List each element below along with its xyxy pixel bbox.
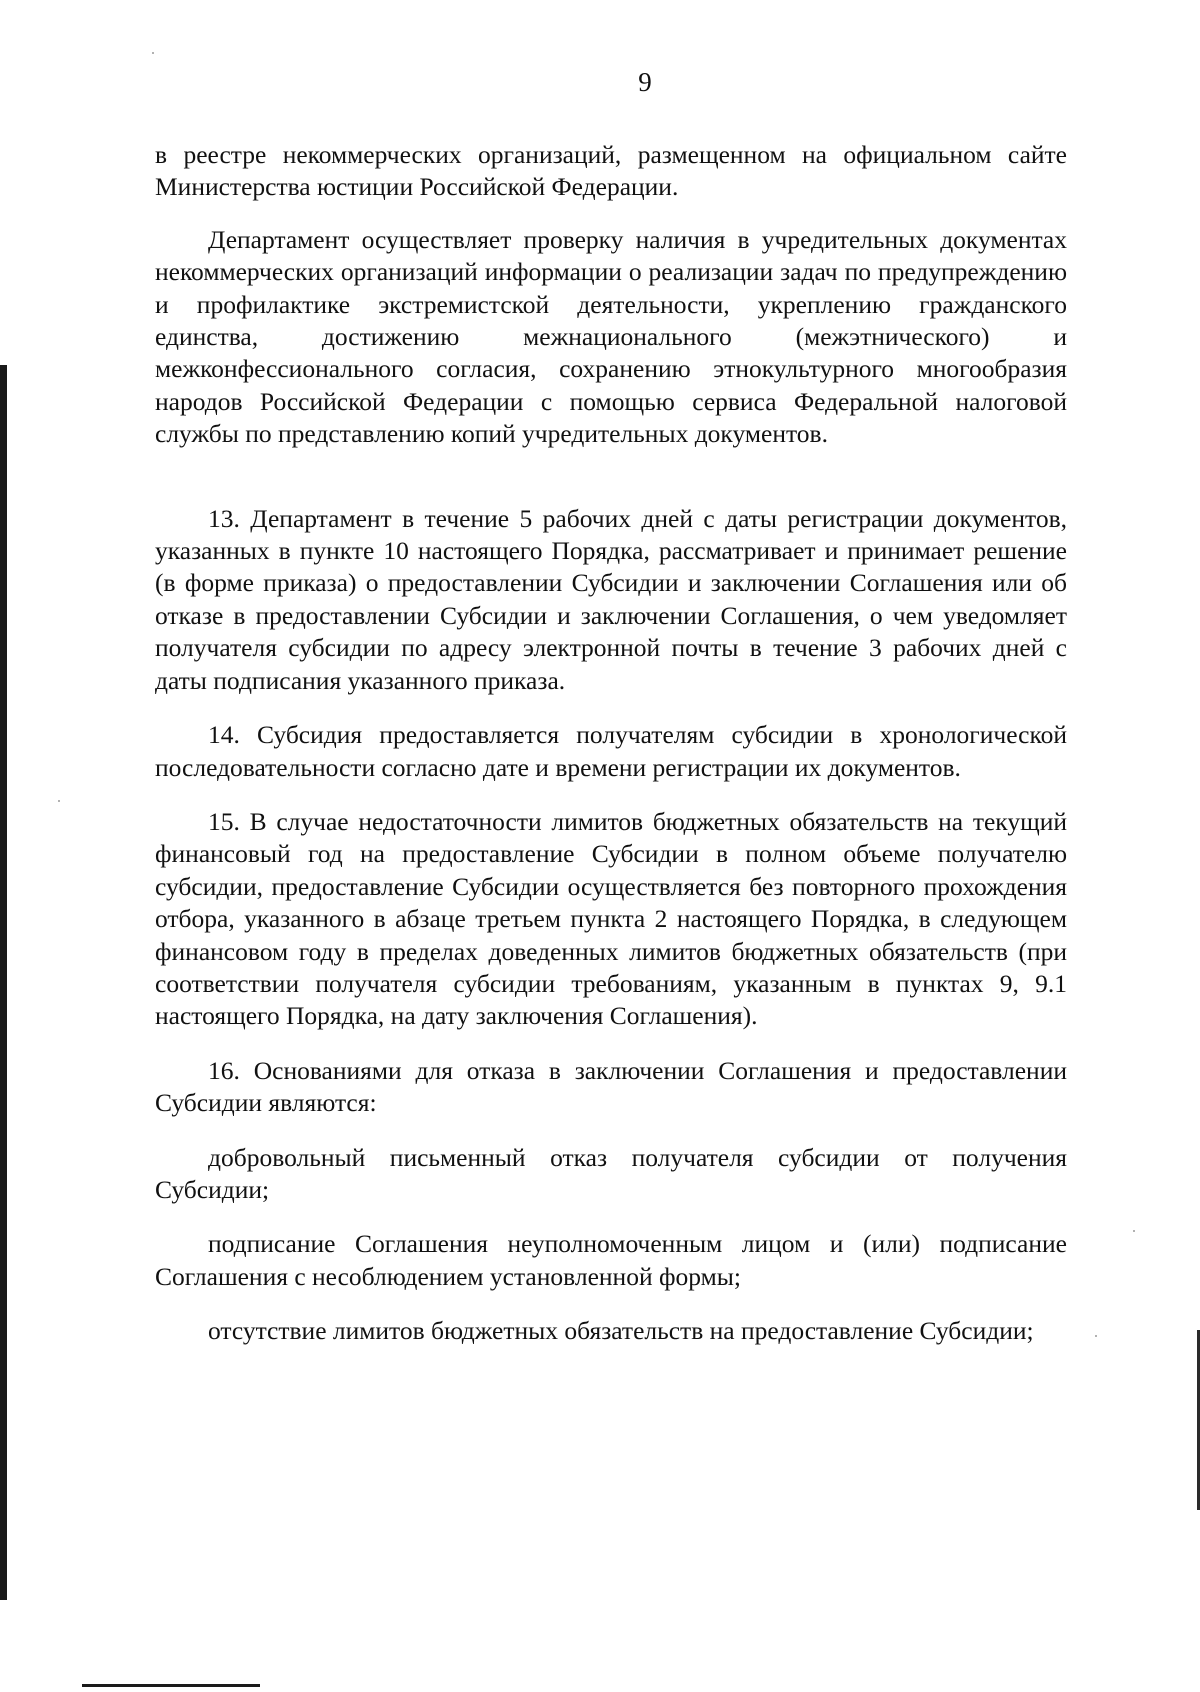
list-item-voluntary-refusal: добровольный письменный отказ получателя субсидии от получения Субсидии; <box>155 1142 1067 1204</box>
list-item-unauthorized-signing: подписание Соглашения неуполномоченным лицом и (или) подписание Соглашения с несоблюдением установленной формы; <box>155 1229 1067 1291</box>
list-item-no-budget-limits: отсутствие лимитов бюджетных обязательств на предоставление Субсидии; <box>208 1316 1034 1346</box>
scan-edge-left <box>0 365 7 1600</box>
document-body <box>155 139 1067 1348</box>
scan-edge-bottom <box>82 1684 260 1687</box>
scan-speck <box>1095 1335 1097 1337</box>
paragraph-item-16: 16. Основаниями для отказа в заключении Соглашения и предоставлении Субсидии являются: <box>155 1055 1067 1118</box>
paragraph-item-14: 14. Субсидия предоставляется получателям субсидии в хронологической последовательности согласно дате и времени регистрации их документов. <box>155 720 1067 782</box>
paragraph-department-check: Департамент осуществляет проверку наличия в учредительных документах некоммерческих организаций информации о реализации задач по предупреждению и профилактике экстремистской деятельности, укреплению гражданского единства, достижению межнационального (межэтнического) и межконфессионального согласия, сохранению этнокультурного многообразия народов Российской Федерации с помощью сервиса Федеральной налоговой службы по представлению копий учредительных документов. <box>155 224 1067 449</box>
paragraph-registry-continuation: в реестре некоммерческих организаций, размещенном на официальном сайте Министерства юстиции Российской Федерации. <box>155 140 1067 202</box>
scan-speck <box>58 800 60 802</box>
scan-speck <box>152 52 154 54</box>
paragraph-item-13: 13. Департамент в течение 5 рабочих дней с даты регистрации документов, указанных в пункте 10 настоящего Порядка, рассматривает и принимает решение (в форме приказа) о предоставлении Субсидии и заключении Соглашения или об отказе в предоставлении Субсидии и заключении Соглашения, о чем уведомляет получателя субсидии по адресу электронной почты в течение 3 рабочих дней с даты подписания указанного приказа. <box>155 503 1067 695</box>
scan-speck <box>1133 1230 1135 1232</box>
page-number: 9 <box>638 67 652 97</box>
paragraph-item-15: 15. В случае недостаточности лимитов бюджетных обязательств на текущий финансовый год на предоставление Субсидии в полном объеме получателю субсидии, предоставление Субсидии осуществляется без повторного прохождения отбора, указанного в абзаце третьем пункта 2 настоящего Порядка, в следующем финансовом году в пределах доведенных лимитов бюджетных обязательств (при соответствии получателя субсидии требованиям, указанным в пунктах 9, 9.1 настоящего Порядка, на дату заключения Соглашения). <box>155 806 1067 1031</box>
